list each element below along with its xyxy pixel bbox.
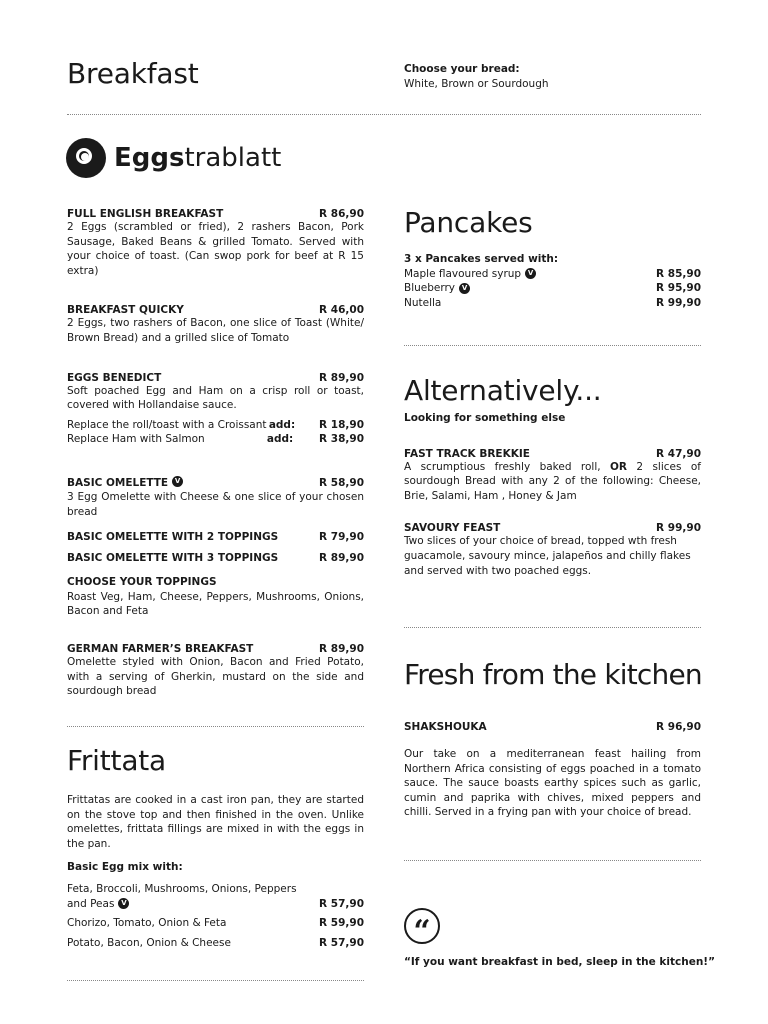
item-title: CHOOSE YOUR TOPPINGS — [67, 576, 217, 589]
egg-logo-icon — [66, 138, 106, 178]
quote-text: “If you want breakfast in bed, sleep in the kitchen!” — [404, 956, 715, 968]
frittata-desc: Frittatas are cooked in a cast iron pan, they are started on the stove top and then finished in the oven. Unlike omelettes, frittata fillings are mixed in with the eggs in the pan. — [67, 794, 364, 850]
menu-item-savoury — [404, 522, 701, 578]
frittata-item-label: Chorizo, Tomato, Onion & Feta — [67, 917, 227, 930]
vegetarian-icon: V — [172, 476, 183, 487]
quote-icon: “ — [404, 908, 440, 944]
vegetarian-icon: V — [118, 898, 129, 909]
frittata-mix-label: Basic Egg mix with: — [67, 861, 183, 874]
item-price: R 58,90 — [319, 476, 364, 489]
divider — [67, 726, 364, 727]
brand-logo — [66, 138, 281, 178]
pancake-item — [404, 296, 701, 311]
brand-name-bold: Eggs — [114, 143, 185, 173]
vegetarian-icon: V — [459, 283, 470, 294]
item-title: BASIC OMELETTE WITH 3 TOPPINGS — [67, 552, 279, 565]
menu-item-german — [67, 643, 364, 699]
item-desc: A scrumptious freshly baked roll, OR 2 slices of sourdough Bread with any 2 of the following: Cheese, Brie, Salami, Ham , Honey & Jam — [404, 460, 701, 502]
bread-label: Choose your bread: — [404, 63, 520, 75]
item-price: R 85,90 — [656, 267, 701, 280]
pancakes-heading: Pancakes — [404, 206, 533, 239]
extra-price: R 38,90 — [319, 433, 364, 446]
kitchen-heading: Fresh from the kitchen — [404, 658, 702, 691]
vegetarian-icon: V — [525, 268, 536, 279]
alternatively-section — [404, 411, 701, 578]
frittata-item — [67, 936, 364, 951]
frittata-item-label: Potato, Bacon, Onion & Cheese — [67, 936, 231, 949]
item-desc: Soft poached Egg and Ham on a crisp roll or toast, covered with Hollandaise sauce. — [67, 384, 364, 412]
item-desc: 3 Egg Omelette with Cheese & one slice of your chosen bread — [67, 490, 364, 518]
item-title: FULL ENGLISH BREAKFAST — [67, 208, 224, 220]
extra-row — [67, 418, 364, 433]
frittata-item-label: Feta, Broccoli, Mushrooms, Onions, Peppers — [67, 882, 297, 895]
menu-item-quicky — [67, 304, 364, 345]
frittata-item-label: and Peas — [67, 897, 115, 910]
extra-price: R 18,90 — [319, 418, 364, 431]
item-price: R 89,90 — [319, 371, 364, 384]
item-price: R 47,90 — [656, 447, 701, 460]
item-price: R 95,90 — [656, 282, 701, 295]
pancakes-sub: 3 x Pancakes served with: — [404, 253, 559, 265]
item-price: R 57,90 — [319, 936, 364, 949]
extra-label: Replace the roll/toast with a Croissant — [67, 418, 267, 431]
item-title: FAST TRACK BREKKIE — [404, 447, 530, 460]
divider — [404, 627, 701, 628]
item-title: EGGS BENEDICT — [67, 371, 162, 384]
item-title: BASIC OMELETTE WITH 2 TOPPINGS — [67, 531, 279, 544]
menu-item-omelette — [67, 471, 364, 519]
item-title: SAVOURY FEAST — [404, 522, 501, 535]
frittata-item — [67, 916, 364, 931]
pancakes-section — [404, 252, 701, 310]
menu-item-omelette-3 — [67, 552, 364, 564]
pancake-item-label: Blueberry — [404, 282, 456, 295]
item-title: GERMAN FARMER’S BREAKFAST — [67, 642, 254, 655]
item-price: R 99,90 — [656, 522, 701, 535]
item-desc: Two slices of your choice of bread, topped wth fresh guacamole, savoury mince, jalapeños and chilly flakes and served with two poached eggs. — [404, 535, 691, 577]
item-price: R 89,90 — [319, 552, 364, 565]
alternatively-heading: Alternatively... — [404, 374, 602, 407]
pancake-item — [404, 281, 701, 296]
item-price: R 57,90 — [319, 897, 364, 910]
item-price: R 79,90 — [319, 531, 364, 544]
left-column — [67, 208, 364, 699]
menu-item-full-english — [67, 208, 364, 278]
divider — [67, 980, 364, 981]
menu-item-fast-track — [404, 448, 701, 504]
brand-name-rest: trablatt — [184, 143, 282, 173]
item-title: BASIC OMELETTE — [67, 476, 169, 489]
divider — [404, 860, 701, 861]
divider — [404, 345, 701, 346]
toppings — [67, 575, 364, 619]
frittata-heading: Frittata — [67, 744, 167, 777]
item-desc: Roast Veg, Ham, Cheese, Peppers, Mushrooms, Onions, Bacon and Feta — [67, 590, 364, 618]
item-price: R 99,90 — [656, 296, 701, 309]
item-price: R 86,90 — [319, 208, 364, 220]
pancake-item — [404, 267, 701, 282]
item-desc: Our take on a mediterranean feast hailing from Northern Africa consisting of eggs poached in a tomato sauce. The sauce boasts earthy spices such as garlic, cumin and paprika with chives, mixed peppers and chilli. Served in a frying pan with your choice of bread. — [404, 748, 701, 819]
extra-add: add: — [268, 418, 296, 431]
item-desc: Omelette styled with Onion, Bacon and Fried Potato, with a serving of Gherkin, mustard on the side and sourdough bread — [67, 655, 364, 698]
bread-options: White, Brown or Sourdough — [404, 78, 549, 90]
kitchen-section — [404, 721, 701, 820]
item-price: R 89,90 — [319, 642, 364, 655]
frittata-section — [67, 793, 364, 950]
alternatively-sub: Looking for something else — [404, 412, 566, 424]
divider — [67, 114, 701, 115]
item-price: R 46,00 — [319, 304, 364, 317]
frittata-item — [67, 882, 364, 911]
menu-item-omelette-2 — [67, 531, 364, 543]
pancake-item-label: Nutella — [404, 296, 442, 309]
extra-add: add: — [266, 433, 294, 446]
menu-item-benedict — [67, 372, 364, 447]
item-title: BREAKFAST QUICKY — [67, 304, 184, 317]
item-desc: 2 Eggs, two rashers of Bacon, one slice of Toast (White/ Brown Bread) and a grilled slice of Tomato — [67, 317, 364, 344]
extra-label: Replace Ham with Salmon — [67, 433, 205, 446]
item-desc: 2 Eggs (scrambled or fried), 2 rashers Bacon, Pork Sausage, Baked Beans & grilled Tomato. Served with your choice of toast. (Can swop pork for beef at R 15 extra) — [67, 221, 364, 277]
extra-row — [67, 432, 364, 447]
item-price: R 96,90 — [656, 721, 701, 733]
page-title: Breakfast — [67, 57, 199, 90]
pancake-item-label: Maple flavoured syrup — [404, 267, 522, 280]
item-title: SHAKSHOUKA — [404, 721, 487, 733]
item-price: R 59,90 — [319, 917, 364, 930]
